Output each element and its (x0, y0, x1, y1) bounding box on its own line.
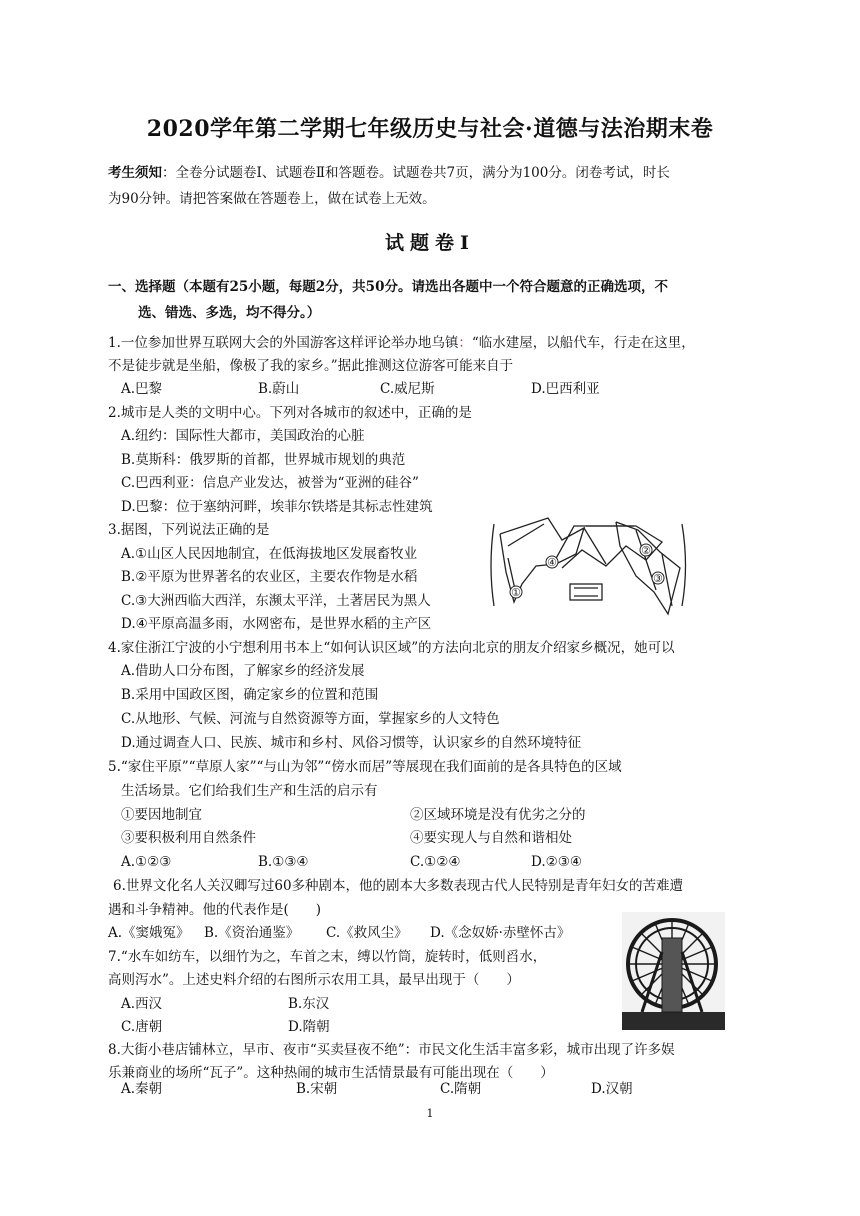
q2-option-c: C.巴西利亚：信息产业发达，被誉为“亚洲的硅谷” (121, 475, 419, 491)
paper-subtitle: 试题卷Ⅰ (385, 232, 475, 254)
q3-option-c: C.③大洲西临大西洋，东濒太平洋，土著居民为黑人 (121, 593, 431, 609)
question-5-stem-line-2: 生活场景。它们给我们生产和生活的启示有 (121, 783, 378, 799)
q1-option-d: D.巴西利亚 (531, 381, 600, 397)
notice-line-2: 为90分钟。请把答案做在答题卷上，做在试卷上无效。 (108, 191, 436, 207)
question-1-stem-line-2: 不是徒步就是坐船，像极了我的家乡。”据此推测这位游客可能来自于 (108, 358, 514, 374)
small-landmass-outline (570, 584, 602, 600)
q3-option-a: A.①山区人民因地制宜，在低海拔地区发展畜牧业 (121, 546, 418, 562)
q1-stem-colon: ： (458, 335, 472, 351)
page-number: 1 (426, 1107, 434, 1120)
q5-option-c: C.①②④ (410, 854, 461, 870)
question-7-stem-line-1: 7.“水车如纺车，以细竹为之，车首之末，缚以竹筒，旋转时，低则舀水， (108, 949, 547, 965)
section-heading-line-1: 一、选择题（本题有25小题，每题2分，共50分。请选出各题中一个符合题意的正确选项，不 (108, 279, 668, 295)
question-7-stem-line-2: 高则泻水”。上述史料介绍的右图所示农用工具，最早出现于（ ） (108, 972, 520, 988)
q3-option-d: D.④平原高温多雨，水网密布，是世界水稻的主产区 (121, 616, 432, 632)
question-6-stem-line-2: 遇和斗争精神。他的代表作是( ) (108, 902, 322, 918)
question-5-stem-line-1: 5.“家住平原”“草原人家”“与山为邻”“傍水而居”等展现在我们面前的是各具特色的区域 (108, 759, 622, 775)
q3-option-b: B.②平原为世界著名的农业区，主要农作物是水稻 (121, 569, 418, 585)
q2-option-a: A.纽约：国际性大都市，美国政治的心脏 (121, 428, 365, 444)
world-outline-map (486, 506, 690, 624)
q2-option-b: B.莫斯科：俄罗斯的首都，世界城市规划的典范 (121, 452, 406, 468)
question-3-stem: 3.据图，下列说法正确的是 (108, 522, 270, 538)
q5-item-2: ②区域环境是没有优劣之分的 (410, 807, 586, 823)
q4-option-d: D.通过调查人口、民族、城市和乡村、风俗习惯等，认识家乡的自然环境特征 (121, 735, 582, 751)
q8-option-d: D.汉朝 (591, 1081, 633, 1097)
question-1-stem-line-1 (108, 332, 695, 354)
q4-option-a: A.借助人口分布图，了解家乡的经济发展 (121, 663, 365, 679)
map-right-border (682, 524, 686, 606)
q1-option-b: B.蔚山 (258, 381, 300, 397)
q2-option-d: D.巴黎：位于塞纳河畔，埃菲尔铁塔是其标志性建筑 (121, 499, 433, 515)
question-2-stem: 2.城市是人类的文明中心。下列对各城市的叙述中，正确的是 (108, 405, 472, 421)
exam-title: 2020学年第二学期七年级历史与社会·道德与法治期末卷 (146, 116, 714, 142)
map-left-border (491, 524, 494, 606)
q7-option-a: A.西汉 (121, 996, 163, 1012)
q7-option-d: D.隋朝 (288, 1019, 330, 1035)
q5-option-a: A.①②③ (121, 854, 172, 870)
q4-option-c: C.从地形、气候、河流与自然资源等方面，掌握家乡的人文特色 (121, 711, 500, 727)
map-label-2: ② (641, 544, 651, 557)
wheel-frame (662, 938, 682, 1012)
question-6-stem-line-1: 6.世界文化名人关汉卿写过60多种剧本，他的剧本大多数表现古代人民特别是青年妇女的苦难遭 (113, 878, 684, 894)
map-arrow (508, 524, 544, 546)
q6-option-c: C.《救风尘》 (326, 925, 408, 941)
photo-base (622, 1012, 725, 1030)
q5-option-d: D.②③④ (531, 854, 582, 870)
section-heading-line-2: 选、错选、多选，均不得分。） (138, 305, 321, 321)
notice-label: 考生须知 (108, 165, 162, 181)
q6-option-a: A.《窦娥冤》 (108, 925, 190, 941)
q7-option-b: B.东汉 (288, 996, 330, 1012)
candidate-notice (108, 160, 758, 212)
question-4-stem: 4.家住浙江宁波的小宁想利用书本上“如何认识区域”的方法向北京的朋友介绍家乡概况，她可以 (108, 640, 675, 656)
question-8-stem-line-2: 乐兼商业的场所“瓦子”。这种热闹的城市生活情景最有可能出现在（ ） (108, 1065, 554, 1081)
q1-stem-part-c: “临水建屋，以船代车，行走在这里， (471, 335, 695, 351)
q8-option-c: C.隋朝 (440, 1081, 482, 1097)
map-label-3: ③ (653, 572, 663, 585)
q1-option-c: C.威尼斯 (380, 381, 435, 397)
section-heading (108, 274, 758, 326)
q1-stem-part-a: 1.一位参加世界互联网大会的外国游客这样评论举办地乌镇 (108, 335, 459, 351)
q1-option-a: A.巴黎 (121, 381, 163, 397)
notice-text-1: ：全卷分试题卷Ⅰ、试题卷Ⅱ和答题卷。试题卷共7页，满分为100分。闭卷考试，时长 (162, 165, 670, 181)
question-8-stem-line-1: 8.大街小巷店铺林立，早市、夜市“买卖昼夜不绝”：市民文化生活丰富多彩，城市出现了许多娱 (108, 1042, 675, 1058)
q8-option-b: B.宋朝 (296, 1081, 338, 1097)
notice-line-1 (108, 160, 758, 186)
q6-option-b: B.《资治通鉴》 (204, 925, 300, 941)
map-label-4: ④ (547, 556, 557, 569)
waterwheel-photo (622, 912, 725, 1030)
q5-item-3: ③要积极利用自然条件 (121, 830, 256, 846)
q4-option-b: B.采用中国政区图，确定家乡的位置和范围 (121, 687, 379, 703)
q7-option-c: C.唐朝 (121, 1019, 163, 1035)
map-label-1: ① (511, 586, 521, 599)
q5-item-1: ①要因地制宜 (121, 807, 202, 823)
q5-option-b: B.①③④ (258, 854, 309, 870)
q5-item-4: ④要实现人与自然和谐相处 (410, 830, 572, 846)
q8-option-a: A.秦朝 (121, 1081, 163, 1097)
q6-option-d: D.《念奴娇·赤壁怀古》 (430, 925, 571, 941)
